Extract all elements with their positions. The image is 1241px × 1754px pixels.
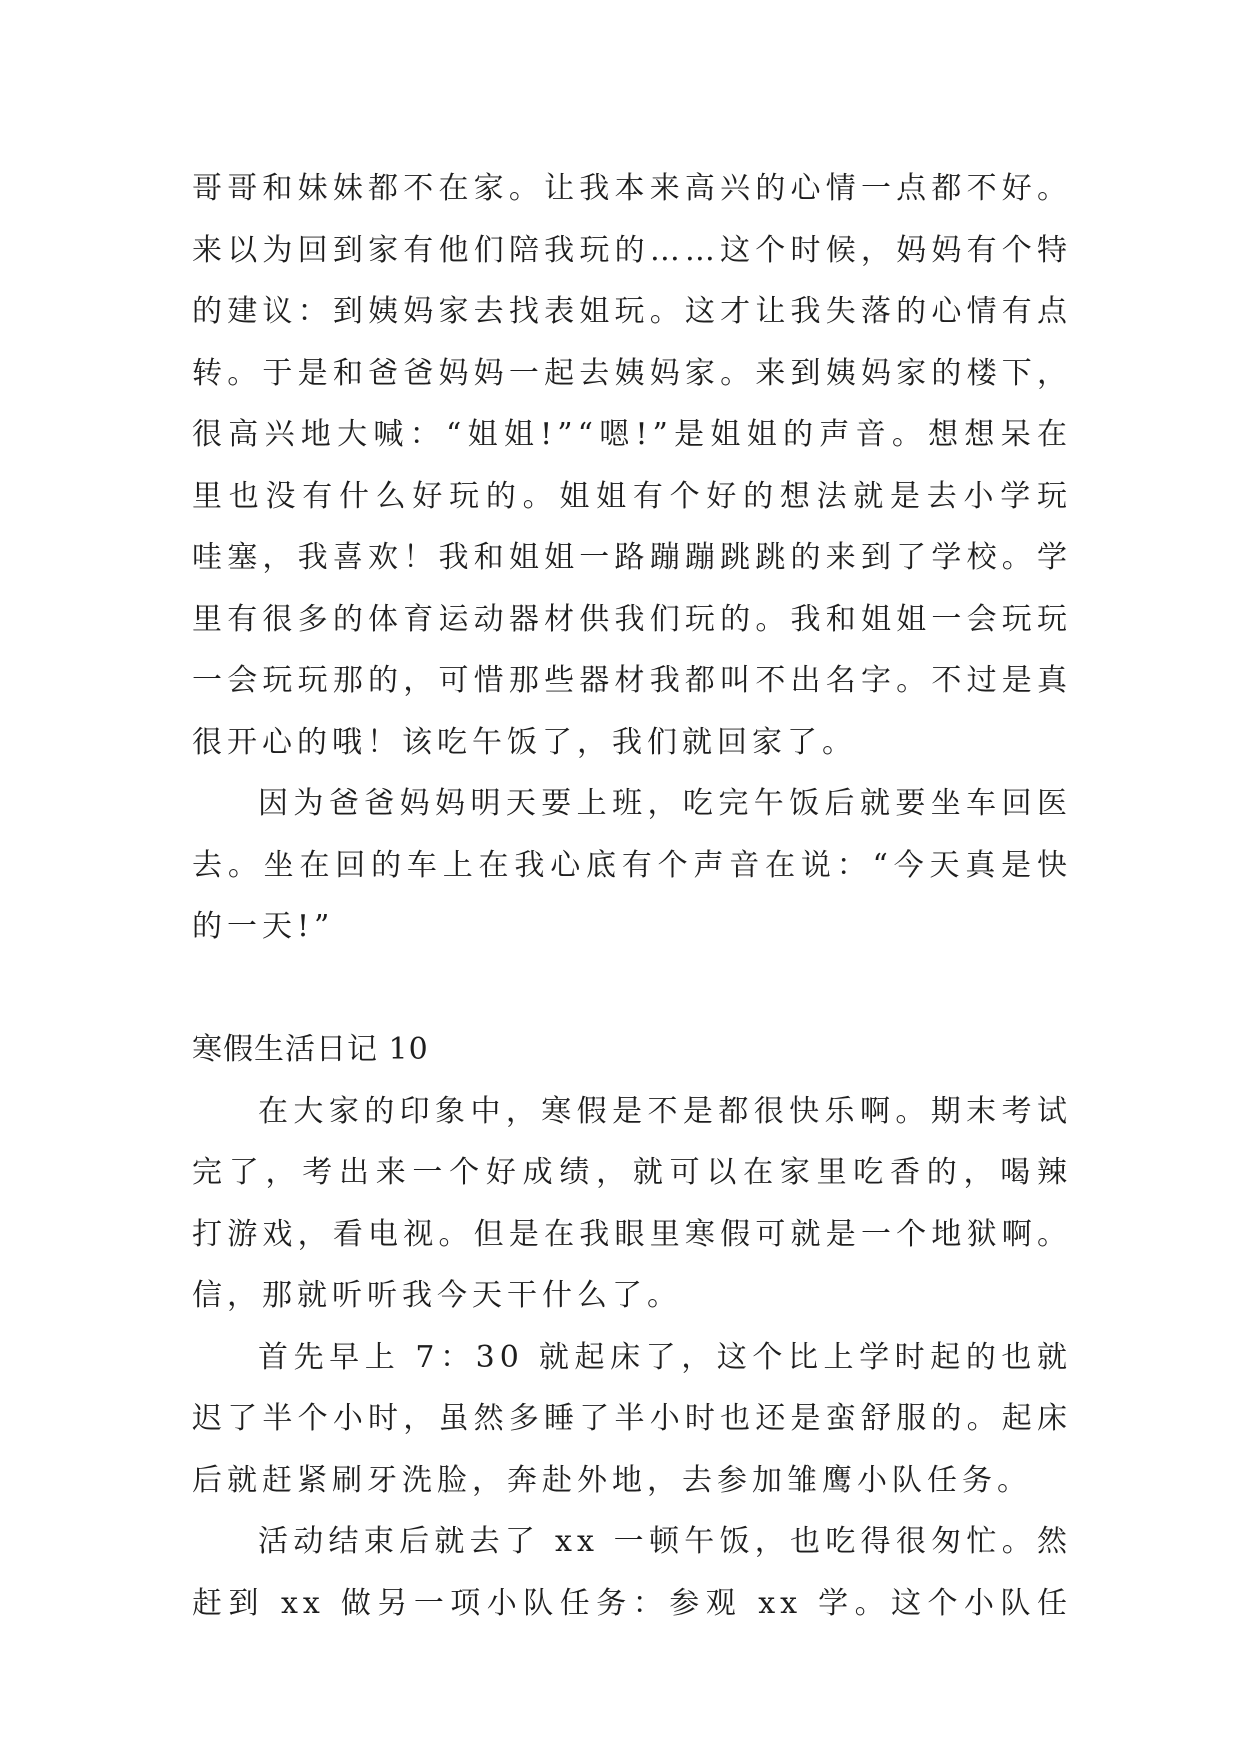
text-line: 赶到 xx 做另一项小队任务：参观 xx 学。这个小队任 bbox=[192, 1585, 1072, 1621]
text-line: 活动结束后就去了 xx 一顿午饭，也吃得很匆忙。然 bbox=[258, 1524, 1072, 1559]
text-line: 因为爸爸妈妈明天要上班，吃完午饭后就要坐车回医 bbox=[258, 786, 1072, 821]
text-line: 来以为回到家有他们陪我玩的……这个时候，妈妈有个特 bbox=[192, 232, 1072, 268]
text-line: 去。坐在回的车上在我心底有个声音在说：“今天真是快 bbox=[192, 847, 1072, 883]
section-heading: 寒假生活日记 10 bbox=[192, 1032, 429, 1067]
text-line: 后就赶紧刷牙洗脸，奔赴外地，去参加雏鹰小队任务。 bbox=[192, 1462, 1032, 1498]
text-line: 很开心的哦！该吃午饭了，我们就回家了。 bbox=[192, 724, 857, 760]
text-line: 迟了半个小时，虽然多睡了半小时也还是蛮舒服的。起床 bbox=[192, 1401, 1072, 1436]
text-line: 哇塞，我喜欢！我和姐姐一路蹦蹦跳跳的来到了学校。学 bbox=[192, 540, 1072, 575]
document-body bbox=[192, 158, 1072, 1634]
text-line: 很高兴地大喊：“姐姐!”“嗯!”是姐姐的声音。想想呆在 bbox=[192, 417, 1072, 452]
text-line: 完了，考出来一个好成绩，就可以在家里吃香的，喝辣 bbox=[192, 1155, 1072, 1190]
text-line: 在大家的印象中，寒假是不是都很快乐啊。期末考试 bbox=[258, 1093, 1072, 1129]
text-line: 一会玩玩那的，可惜那些器材我都叫不出名字。不过是真 bbox=[192, 663, 1072, 698]
text-line: 信，那就听听我今天干什么了。 bbox=[192, 1278, 682, 1313]
text-line: 里有很多的体育运动器材供我们玩的。我和姐姐一会玩玩 bbox=[192, 601, 1072, 637]
text-line: 转。于是和爸爸妈妈一起去姨妈家。来到姨妈家的楼下， bbox=[192, 355, 1072, 391]
text-line: 首先早上 7：30 就起床了，这个比上学时起的也就 bbox=[258, 1339, 1072, 1375]
text-line: 的一天!” bbox=[192, 909, 335, 944]
text-line: 打游戏，看电视。但是在我眼里寒假可就是一个地狱啊。 bbox=[192, 1216, 1072, 1252]
text-line: 里也没有什么好玩的。姐姐有个好的想法就是去小学玩 bbox=[192, 478, 1072, 514]
section-gap bbox=[192, 958, 1072, 1020]
text-line: 哥哥和妹妹都不在家。让我本来高兴的心情一点都不好。 bbox=[192, 171, 1072, 206]
text-line: 的建议：到姨妈家去找表姐玩。这才让我失落的心情有点 bbox=[192, 294, 1072, 329]
